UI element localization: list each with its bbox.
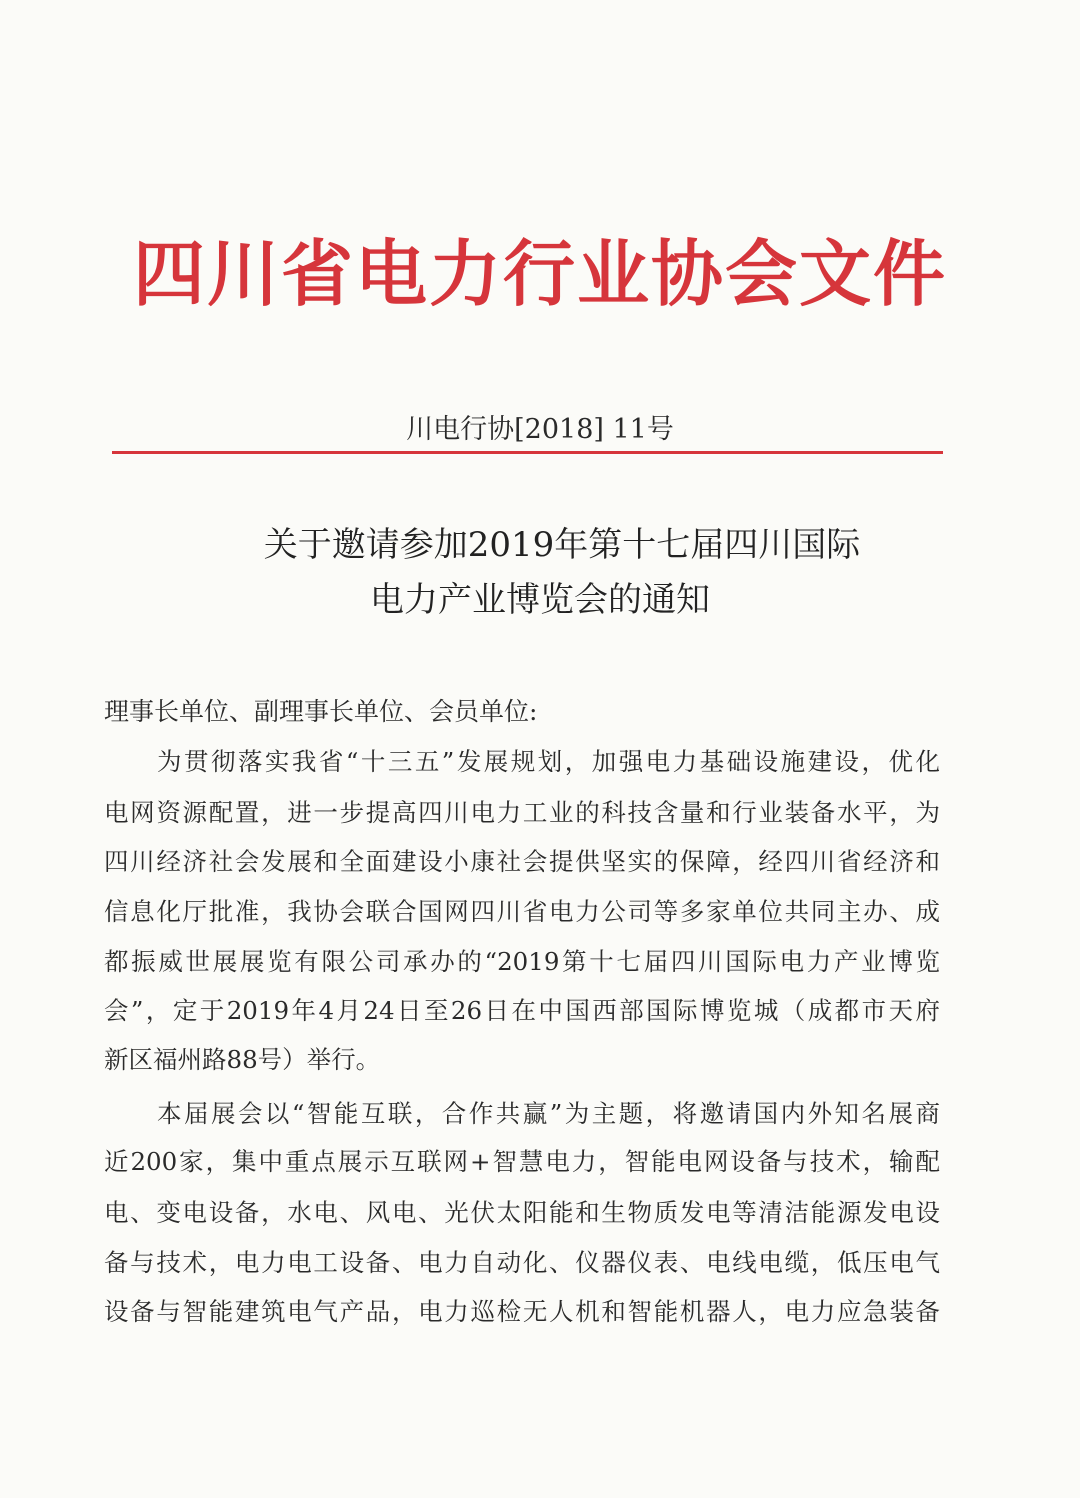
header-red-rule — [112, 451, 943, 454]
salutation: 理事长单位、副理事长单位、会员单位: — [104, 697, 538, 726]
paragraph1-line: 信息化厅批准，我协会联合国网四川省电力公司等多家单位共同主办、成 — [104, 897, 940, 926]
paragraph1-line: 为贯彻落实我省“十三五”发展规划，加强电力基础设施建设，优化 — [157, 747, 940, 776]
notice-title-line-1: 关于邀请参加2019年第十七届四川国际 — [263, 525, 861, 565]
paragraph2-line: 备与技术，电力电工设备、电力自动化、仪器仪表、电线电缆，低压电气 — [104, 1248, 940, 1277]
paragraph1-line: 四川经济社会发展和全面建设小康社会提供坚实的保障，经四川省经济和 — [104, 847, 940, 876]
paragraph1-line: 会”，定于2019年4月24日至26日在中国西部国际博览城（成都市天府 — [104, 996, 940, 1025]
paragraph1-line: 都振威世展展览有限公司承办的“2019第十七届四川国际电力产业博览 — [104, 947, 940, 976]
document-header-title: 四川省电力行业协会文件 — [132, 232, 947, 316]
paragraph1-line: 电网资源配置，进一步提高四川电力工业的科技含量和行业装备水平，为 — [104, 798, 940, 827]
paragraph1-line: 新区福州路88号）举行。 — [104, 1045, 381, 1074]
notice-title-line-2: 电力产业博览会的通知 — [370, 580, 710, 620]
paragraph2-line: 近200家，集中重点展示互联网+智慧电力，智能电网设备与技术，输配 — [104, 1147, 940, 1176]
paragraph2-line: 电、变电设备，水电、风电、光伏太阳能和生物质发电等清洁能源发电设 — [104, 1198, 940, 1227]
paragraph2-line: 设备与智能建筑电气产品，电力巡检无人机和智能机器人，电力应急装备 — [104, 1297, 940, 1326]
document-number: 川电行协[2018] 11号 — [406, 414, 674, 445]
paragraph2-line: 本届展会以“智能互联，合作共赢”为主题，将邀请国内外知名展商 — [157, 1099, 940, 1128]
